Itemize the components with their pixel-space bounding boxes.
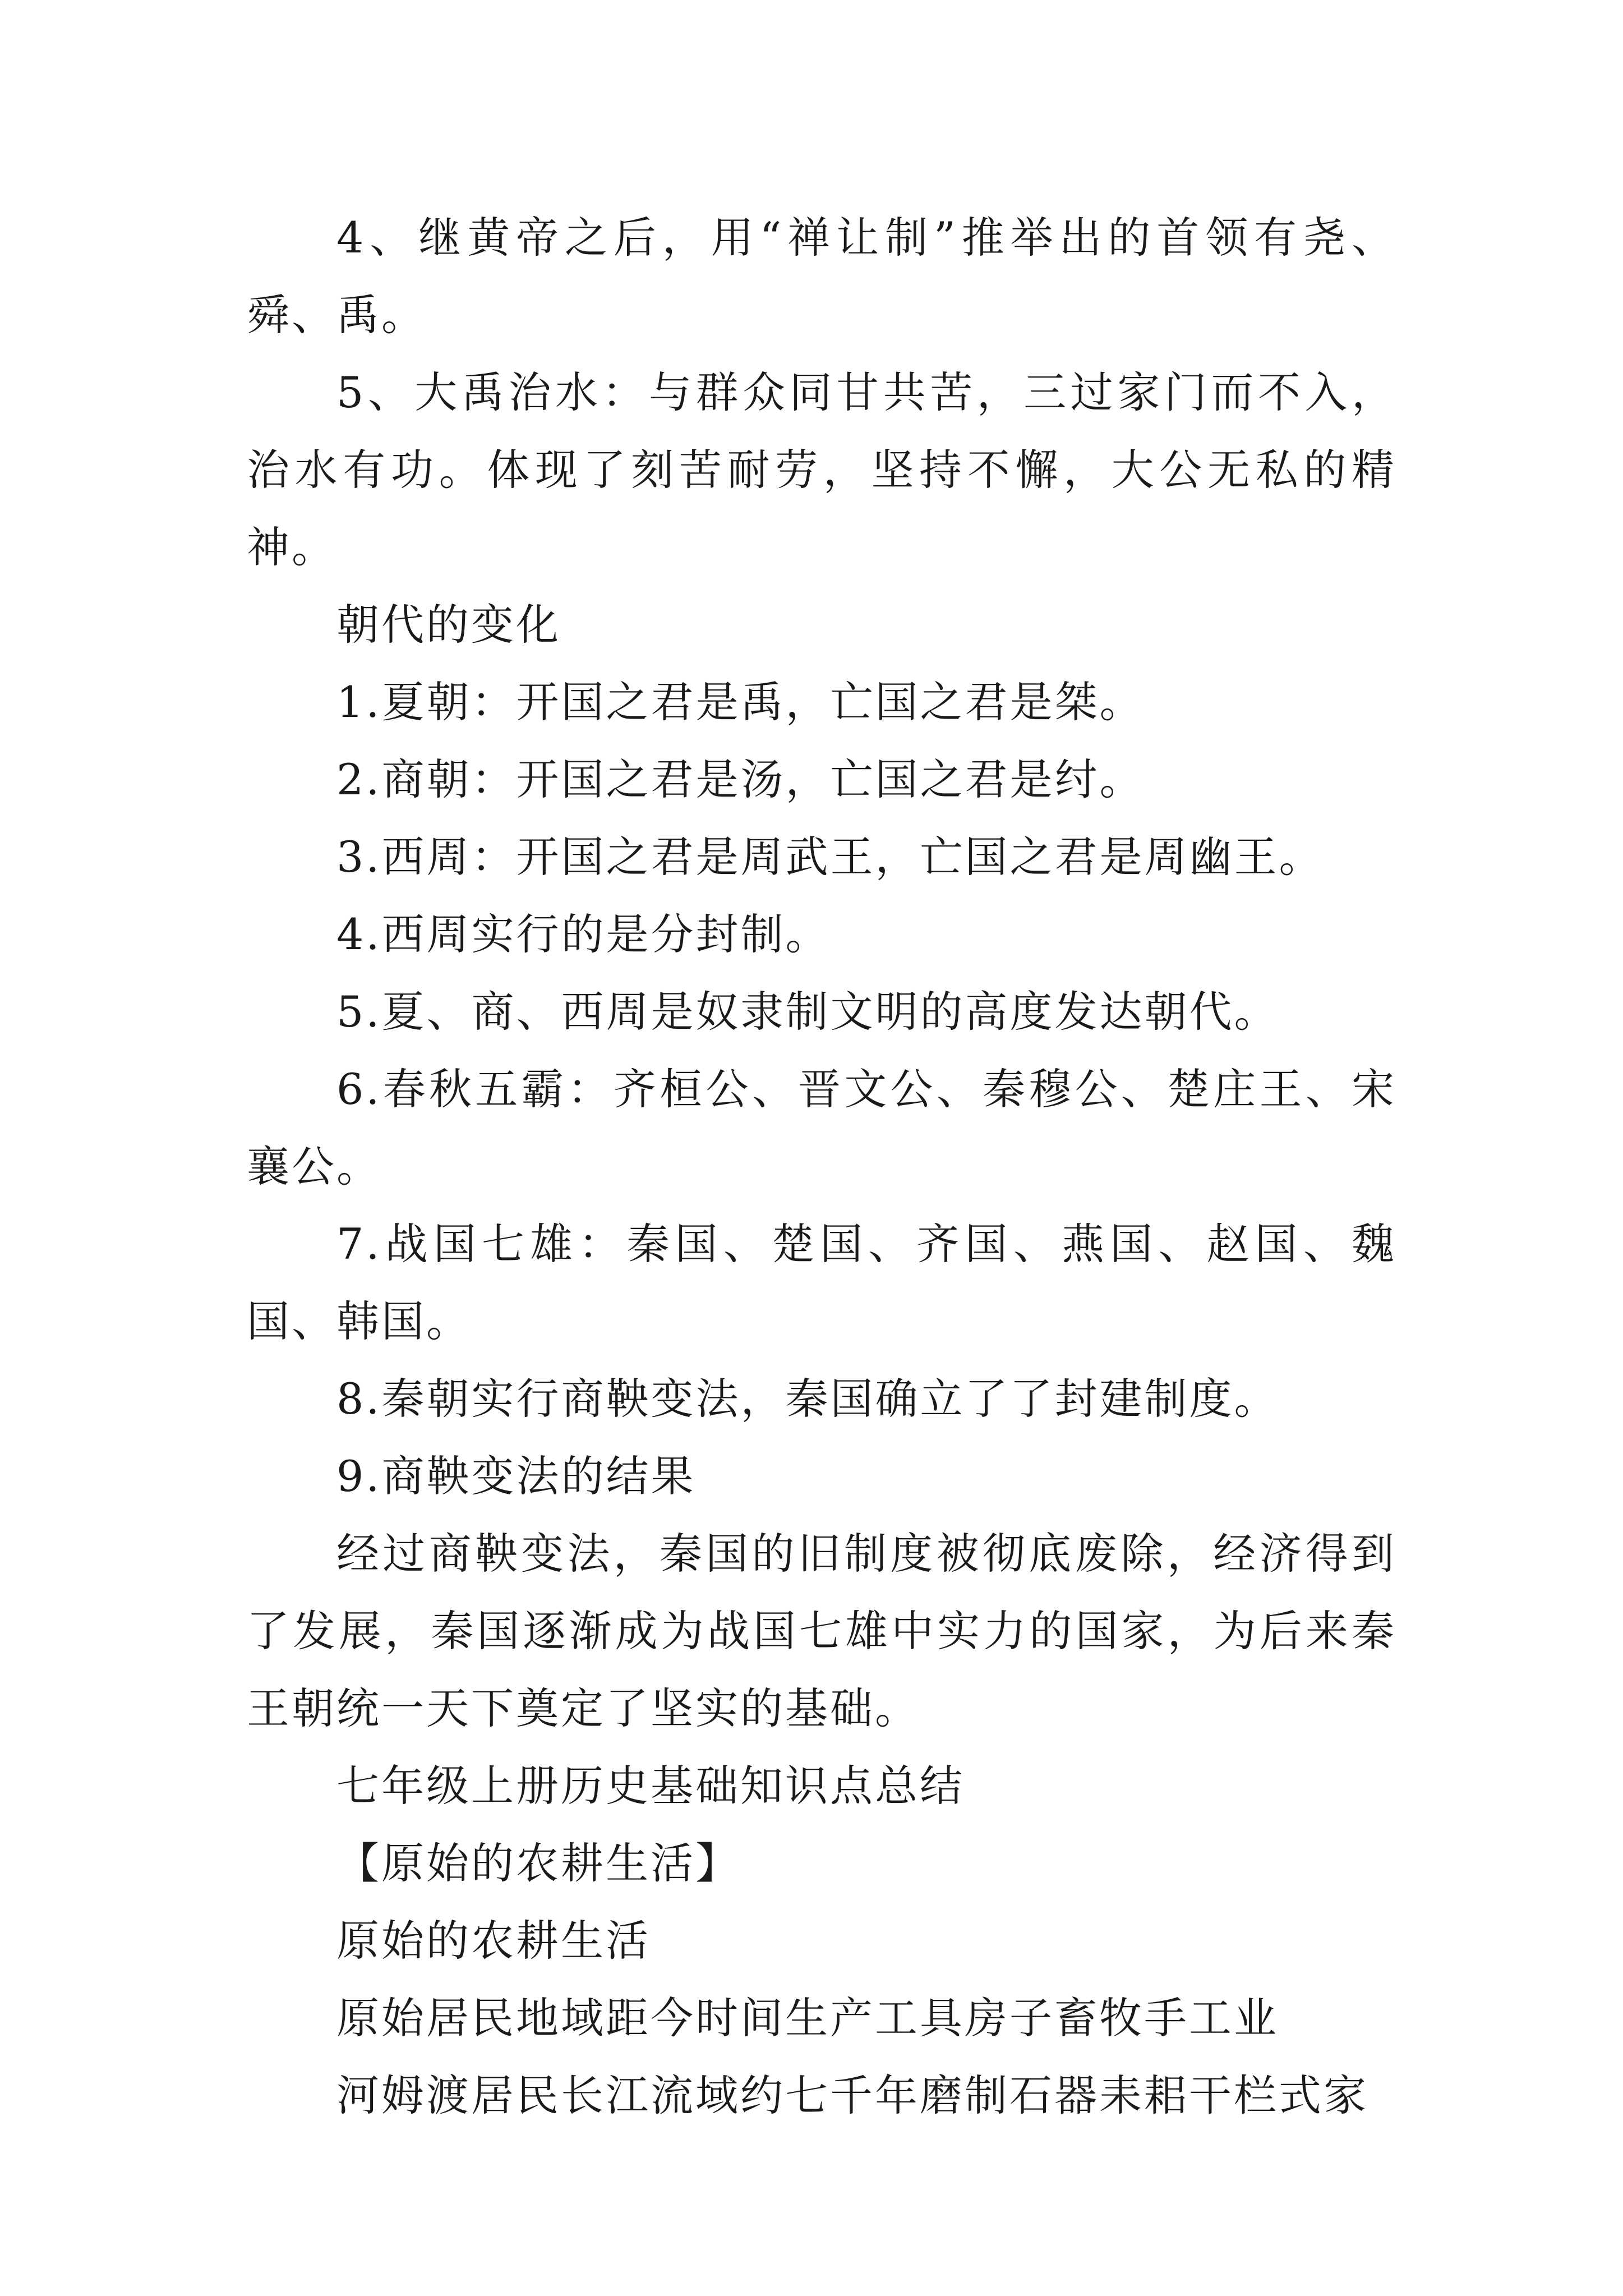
list-item: 2.商朝：开国之君是汤，亡国之君是纣。 (336, 754, 1145, 804)
list-item: 8.秦朝实行商鞅变法，秦国确立了了封建制度。 (336, 1374, 1279, 1424)
list-item: 1.夏朝：开国之君是禹，亡国之君是桀。 (336, 677, 1145, 727)
paragraph-reform-result: 经过商鞅变法，秦国的旧制度被彻底废除，经济得到了发展，秦国逐渐成为战国七雄中实力的国家，为后来秦王朝统一天下奠定了坚实的基础。 (247, 1529, 1396, 1733)
list-item: 6.春秋五霸：齐桓公、晋文公、秦穆公、楚庄王、宋襄公。 (247, 1064, 1396, 1191)
table-row-line: 河姆渡居民长江流域约七千年磨制石器耒耜干栏式家 (336, 2070, 1368, 2120)
paragraph-dayu: 5、大禹治水：与群众同甘共苦，三过家门而不入，治水有功。体现了刻苦耐劳，坚持不懈，大公无私的精神。 (247, 367, 1396, 572)
list-item: 3.西周：开国之君是周武王，亡国之君是周幽王。 (336, 832, 1324, 882)
list-item: 4.西周实行的是分封制。 (336, 909, 831, 959)
list-item: 5.夏、商、西周是奴隶制文明的高度发达朝代。 (336, 987, 1279, 1037)
section-heading-summary: 七年级上册历史基础知识点总结 (336, 1761, 965, 1811)
table-header-line: 原始居民地域距今时间生产工具房子畜牧手工业 (336, 1993, 1279, 2043)
section-heading-dynasty-change: 朝代的变化 (336, 600, 561, 650)
list-item: 9.商鞅变法的结果 (336, 1451, 696, 1501)
list-item: 7.战国七雄：秦国、楚国、齐国、燕国、赵国、魏国、韩国。 (247, 1219, 1396, 1346)
section-heading-primitive: 【原始的农耕生活】 (336, 1838, 740, 1888)
document-body (247, 199, 1396, 2134)
subheading-primitive: 原始的农耕生活 (336, 1916, 651, 1966)
paragraph-shanrang: 4、继黄帝之后，用“禅让制”推举出的首领有尧、舜、禹。 (247, 213, 1396, 340)
